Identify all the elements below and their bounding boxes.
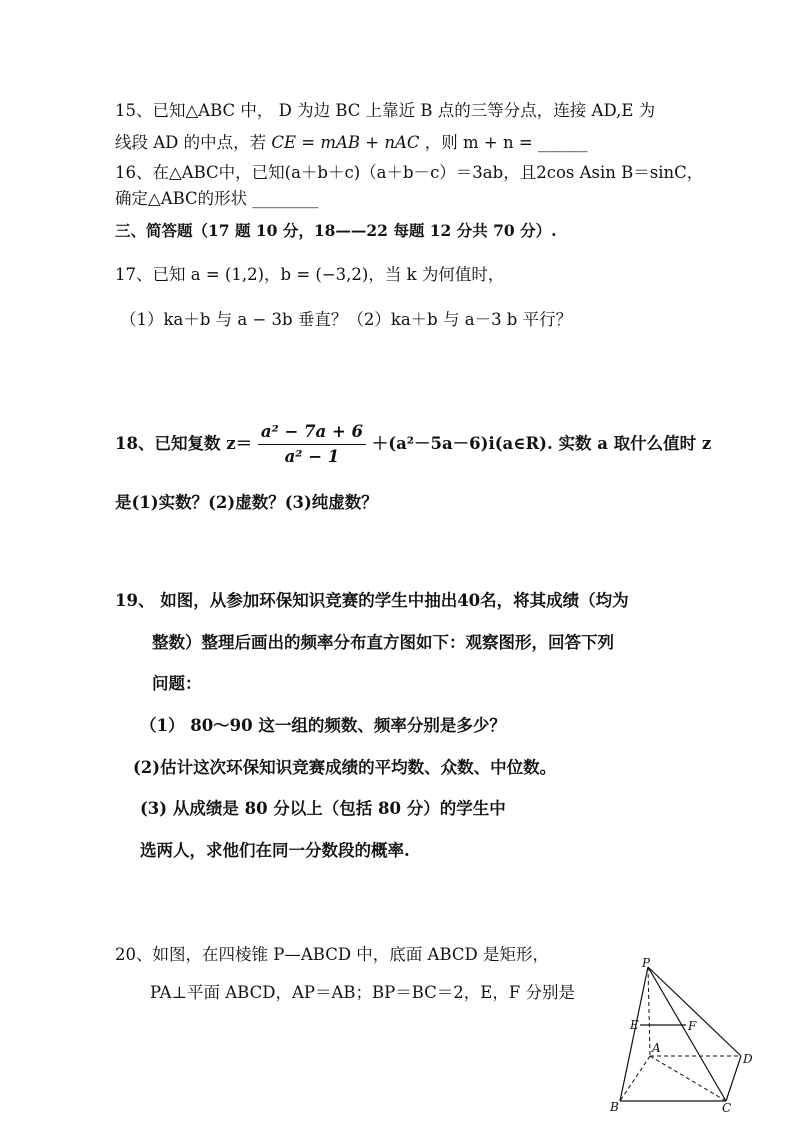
q15-blank: ______: [537, 133, 588, 152]
q19-sub1: （1） 80～90 这一组的频数、频率分别是多少？: [140, 716, 506, 735]
q19-line3: 问题：: [152, 674, 202, 693]
edge-CD: [726, 1056, 741, 1101]
label-B: B: [610, 1100, 619, 1114]
label-E: E: [630, 1018, 639, 1032]
q20-line2: PA⊥平面 ABCD，AP＝AB；BP＝BC＝2，E，F 分别是: [150, 983, 576, 1002]
label-C: C: [722, 1101, 732, 1115]
label-D: D: [743, 1052, 753, 1066]
q19-line2: 整数）整理后画出的频率分布直方图如下：观察图形，回答下列: [152, 633, 614, 652]
q15-line2: [115, 132, 587, 154]
q16-line1: 16、在△ABC中，已知(a＋b＋c)（a＋b－c）＝3ab，且2cos Asin B＝sinC，: [115, 163, 704, 182]
edge-PA: [648, 967, 650, 1056]
edge-PC: [648, 967, 726, 1101]
q18-line2: 是(1)实数？(2)虚数？(3)纯虚数？: [115, 493, 378, 512]
label-P: P: [642, 956, 651, 970]
q17-line1: 17、已知 a = (1,2)，b = (−3,2)，当 k 为何值时，: [115, 265, 505, 284]
q16-text: 确定△ABC的形状: [115, 189, 248, 208]
q16-blank: ________: [252, 189, 319, 208]
q19-sub2: (2)估计这次环保知识竞赛成绩的平均数、众数、中位数。: [133, 758, 557, 777]
q15-prefix: 线段 AD 的中点，若: [115, 133, 267, 152]
label-F: F: [688, 1019, 697, 1033]
q18-fraction: [258, 420, 366, 469]
q18-prefix: 18、已知复数 z＝: [115, 434, 253, 453]
q19-sub3: (3) 从成绩是 80 分以上（包括 80 分）的学生中: [140, 799, 506, 818]
q16-line2: [115, 188, 318, 210]
edge-PD: [648, 967, 741, 1056]
diag-AC: [650, 1056, 726, 1101]
section3-heading: 三、简答题（17 题 10 分，18——22 每题 12 分共 70 分）.: [115, 221, 557, 240]
q15-formula: CE = mAB + nAC: [271, 133, 420, 152]
q18-suffix: ＋(a²－5a－6)i(a∈R). 实数 a 取什么值时 z: [371, 434, 712, 453]
pyramid-figure: [606, 955, 766, 1115]
q18-line1: [115, 420, 711, 469]
q18-denominator: a² − 1: [284, 447, 340, 466]
q19-sub3b: 选两人，求他们在同一分数段的概率.: [140, 841, 410, 860]
q20-line1: 20、如图，在四棱锥 P—ABCD 中，底面 ABCD 是矩形，: [115, 945, 549, 964]
label-A: A: [652, 1041, 661, 1055]
q18-numerator: a² − 7a + 6: [258, 420, 366, 445]
q15-line1: 15、已知△ABC 中， D 为边 BC 上靠近 B 点的三等分点，连接 AD,E 为: [115, 101, 656, 120]
q17-line2: （1）ka＋b 与 a − 3b 垂直？（2）ka＋b 与 a－3 b 平行？: [120, 310, 573, 329]
q15-suffix: ，则 m + n =: [424, 133, 533, 152]
q19-line1: 19、 如图，从参加环保知识竞赛的学生中抽出40名，将其成绩（均为: [115, 591, 629, 610]
